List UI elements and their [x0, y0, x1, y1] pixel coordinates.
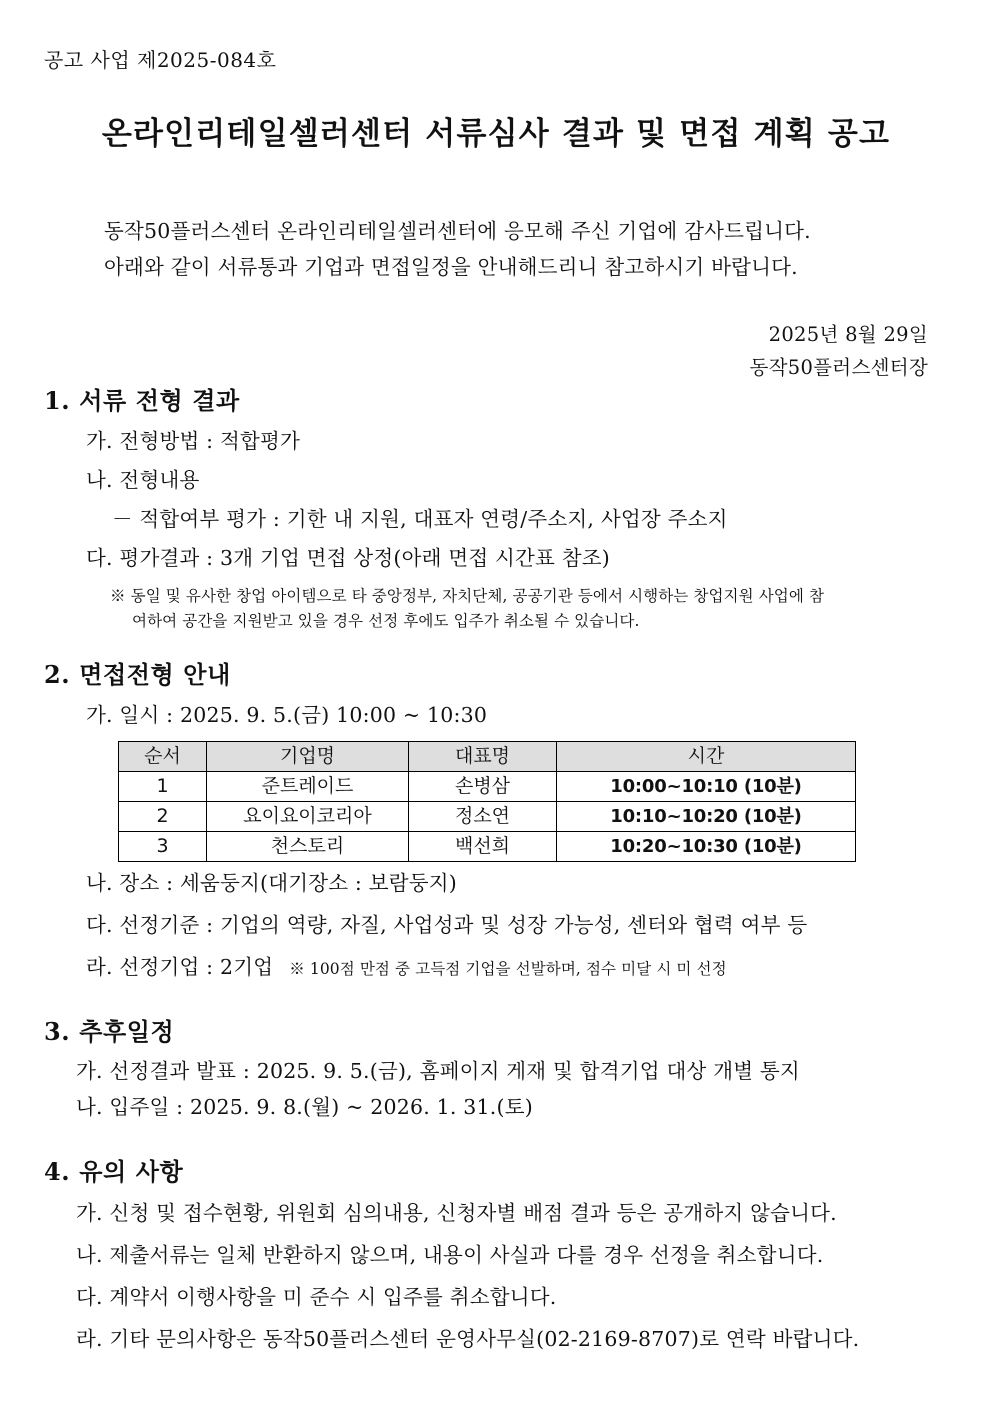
cell-order: 1	[119, 772, 207, 802]
section-3-item-a: 가. 선정결과 발표 : 2025. 9. 5.(금), 홈페이지 게재 및 합격기업 대상 개별 통지	[76, 1059, 800, 1083]
interview-schedule-table-wrapper	[118, 741, 856, 862]
section-2-heading: 2. 면접전형 안내	[44, 660, 231, 689]
section-4-item-d: 라. 기타 문의사항은 동작50플러스센터 운영사무실(02-2169-8707)로 연락 바랍니다.	[76, 1327, 860, 1351]
intro-line-2: 아래와 같이 서류통과 기업과 면접일정을 안내해드리니 참고하시기 바랍니다.	[104, 255, 798, 279]
cell-ceo: 정소연	[409, 802, 557, 832]
cell-company: 요이요이코리아	[207, 802, 409, 832]
document-number: 공고 사업 제2025-084호	[44, 48, 277, 72]
section-3-heading: 3. 추후일정	[44, 1017, 175, 1046]
cell-company: 천스토리	[207, 832, 409, 862]
section-4-item-c: 다. 계약서 이행사항을 미 준수 시 입주를 취소합니다.	[76, 1285, 557, 1309]
section-2-item-c: 다. 선정기준 : 기업의 역량, 자질, 사업성과 및 성장 가능성, 센터와 협력 여부 등	[86, 913, 808, 937]
table-row	[119, 802, 856, 832]
interview-schedule-table	[118, 741, 856, 862]
cell-order: 3	[119, 832, 207, 862]
section-2-item-d	[86, 950, 727, 980]
cell-time: 10:10~10:20 (10분)	[557, 802, 856, 832]
table-row	[119, 772, 856, 802]
section-1-note-line-1: ※ 동일 및 유사한 창업 아이템으로 타 중앙정부, 자치단체, 공공기관 등에서 시행하는 창업지원 사업에 참	[110, 587, 825, 605]
section-4-item-b: 나. 제출서류는 일체 반환하지 않으며, 내용이 사실과 다를 경우 선정을 취소합니다.	[76, 1243, 824, 1267]
section-1-item-c: 다. 평가결과 : 3개 기업 면접 상정(아래 면접 시간표 참조)	[86, 546, 610, 570]
cell-company: 준트레이드	[207, 772, 409, 802]
section-2-item-b: 나. 장소 : 세움둥지(대기장소 : 보람둥지)	[86, 871, 457, 895]
cell-ceo: 백선희	[409, 832, 557, 862]
section-1-note	[110, 584, 940, 634]
section-2-item-d-label: 라. 선정기업 : 2기업	[86, 955, 274, 979]
signature-organization: 동작50플러스센터장	[749, 356, 928, 379]
section-3-item-b: 나. 입주일 : 2025. 9. 8.(월) ~ 2026. 1. 31.(토)	[76, 1095, 533, 1119]
cell-order: 2	[119, 802, 207, 832]
column-header-time: 시간	[557, 742, 856, 772]
page-title: 온라인리테일셀러센터 서류심사 결과 및 면접 계획 공고	[101, 116, 891, 152]
section-1-item-b: 나. 전형내용	[86, 468, 200, 492]
intro-paragraph	[104, 213, 811, 285]
section-2-item-a: 가. 일시 : 2025. 9. 5.(금) 10:00 ~ 10:30	[86, 703, 488, 727]
section-2-item-d-note: ※ 100점 만점 중 고득점 기업을 선발하며, 점수 미달 시 미 선정	[289, 960, 727, 978]
column-header-company: 기업명	[207, 742, 409, 772]
cell-ceo: 손병삼	[409, 772, 557, 802]
section-1-item-b-detail: － 적합여부 평가 : 기한 내 지원, 대표자 연령/주소지, 사업장 주소지	[112, 507, 728, 531]
section-1-note-line-2: 여하여 공간을 지원받고 있을 경우 선정 후에도 입주가 취소될 수 있습니다.	[132, 612, 640, 630]
section-4-item-a: 가. 신청 및 접수현황, 위원회 심의내용, 신청자별 배점 결과 등은 공개하지 않습니다.	[76, 1201, 837, 1225]
signature-date: 2025년 8월 29일	[768, 323, 928, 346]
table-row	[119, 832, 856, 862]
section-1-item-a: 가. 전형방법 : 적합평가	[86, 429, 300, 453]
intro-line-1: 동작50플러스센터 온라인리테일셀러센터에 응모해 주신 기업에 감사드립니다.	[104, 219, 811, 243]
cell-time: 10:00~10:10 (10분)	[557, 772, 856, 802]
table-header-row	[119, 742, 856, 772]
section-1-heading: 1. 서류 전형 결과	[44, 386, 240, 415]
column-header-ceo: 대표명	[409, 742, 557, 772]
cell-time: 10:20~10:30 (10분)	[557, 832, 856, 862]
signature-block	[749, 318, 928, 384]
column-header-order: 순서	[119, 742, 207, 772]
section-4-heading: 4. 유의 사항	[44, 1157, 184, 1186]
